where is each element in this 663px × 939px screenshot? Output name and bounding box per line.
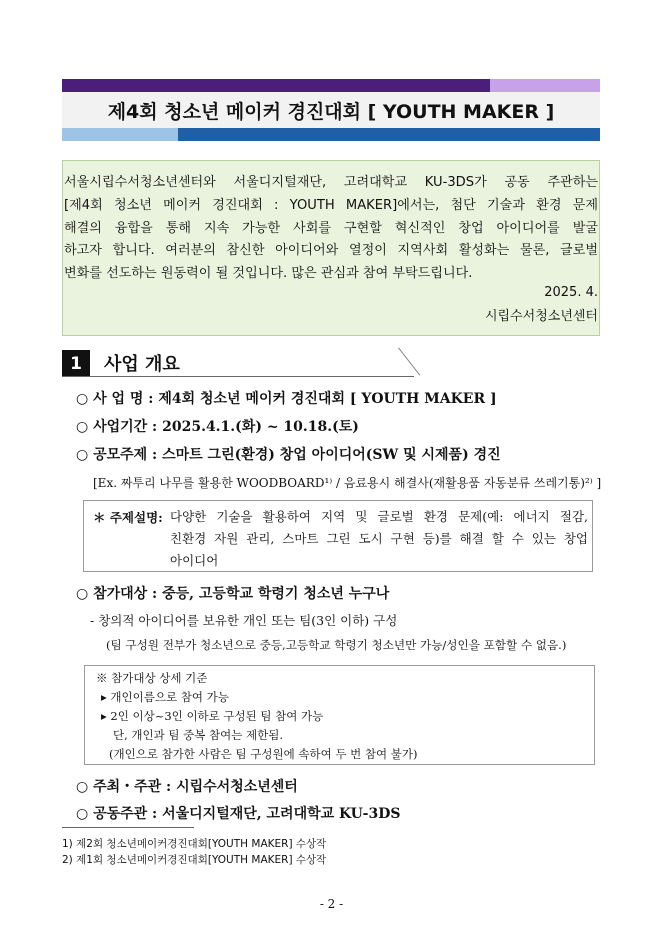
- theme-example: [Ex. 짜투리 나무를 활용한 WOODBOARD¹⁾ / 음료용시 해결사(재활용품 자동분류 쓰레기통)²⁾ ]: [93, 476, 602, 490]
- theme-line: 다양한 기술을 활용하여 지역 및 글로벌 환경 문제(예: 에너지 절감,: [170, 509, 588, 524]
- intro-date: 2025. 4.: [544, 285, 598, 300]
- participants-note: (팀 구성원 전부가 청소년으로 중등,고등학교 학령기 청소년만 가능/성인을 포함할 수 없음.): [106, 638, 567, 652]
- footnote-1: 1) 제2회 청소년메이커경진대회[YOUTH MAKER] 수상작: [62, 838, 327, 850]
- item-participants: ○ 참가대상 : 중등, 고등학교 학령기 청소년 누구나: [76, 586, 390, 602]
- intro-line: 해결의 융합을 통해 지속 가능한 사회를 구현할 혁신적인 창업 아이디어를 발굴: [64, 220, 598, 236]
- item-theme: ○ 공모주제 : 스마트 그린(환경) 창업 아이디어(SW 및 시제품) 경진: [76, 447, 501, 463]
- footnote-rule: [62, 827, 194, 828]
- theme-line: 아이디어: [170, 553, 219, 568]
- item-project-name: ○ 사 업 명 : 제4회 청소년 메이커 경진대회 [ YOUTH MAKER ]: [76, 391, 497, 407]
- item-project-period: ○ 사업기간 : 2025.4.1.(화) ~ 10.18.(토): [76, 419, 359, 435]
- intro-paragraph: [64, 172, 598, 286]
- intro-line: [제4회 청소년 메이커 경진대회 : YOUTH MAKER]에서는, 첨단 기술과 환경 문제: [64, 197, 598, 213]
- theme-description-label: ＊ 주제설명:: [93, 510, 163, 525]
- intro-line: 하고자 합니다. 여러분의 참신한 아이디어와 열정이 지역사회 활성화는 물론, 글로벌: [64, 243, 598, 259]
- intro-organization: 시립수서청소년센터: [484, 309, 598, 324]
- section-underline: [62, 376, 414, 377]
- theme-line: 친환경 자원 관리, 스마트 그린 도시 구현 등)를 해결 할 수 있는 창업: [170, 531, 588, 546]
- item-cohost: ○ 공동주관 : 서울디지털재단, 고려대학교 KU-3DS: [76, 806, 401, 822]
- title-bar-bottom-accent: [62, 128, 178, 141]
- item-host: ○ 주최・주관 : 시립수서청소년센터: [76, 779, 298, 795]
- eligibility-item: ▸ 2인 이상~3인 이하로 구성된 팀 참여 가능: [101, 709, 324, 723]
- title-bar-bottom: [178, 128, 600, 141]
- section-divider-slash: [398, 347, 420, 375]
- footnote-2: 2) 제1회 청소년메이커경진대회[YOUTH MAKER] 수상작: [62, 854, 327, 866]
- intro-line: 변화를 선도하는 원동력이 될 것입니다. 많은 관심과 참여 부탁드립니다.: [64, 266, 473, 282]
- title-banner: [62, 92, 600, 128]
- section-number: 1: [62, 350, 90, 377]
- participants-detail: - 창의적 아이디어를 보유한 개인 또는 팀(3인 이하) 구성: [90, 613, 398, 628]
- title-bar-top-accent: [490, 79, 600, 92]
- eligibility-item: ▸ 개인이름으로 참여 가능: [101, 690, 229, 704]
- theme-description-text: [170, 506, 588, 572]
- eligibility-item: (개인으로 참가한 사람은 팀 구성원에 속하여 두 번 참여 불가): [109, 747, 418, 761]
- page-title: 제4회 청소년 메이커 경진대회 [ YOUTH MAKER ]: [107, 100, 555, 123]
- title-bar-top: [62, 79, 490, 92]
- section-title: 사업 개요: [104, 354, 180, 375]
- eligibility-heading: ※ 참가대상 상세 기준: [96, 671, 208, 685]
- intro-line: 서울시립수서청소년센터와 서울디지털재단, 고려대학교 KU-3DS가 공동 주관하는: [64, 175, 598, 190]
- page-number: - 2 -: [319, 897, 344, 911]
- eligibility-item: 단, 개인과 팀 중복 참여는 제한됨.: [113, 728, 284, 742]
